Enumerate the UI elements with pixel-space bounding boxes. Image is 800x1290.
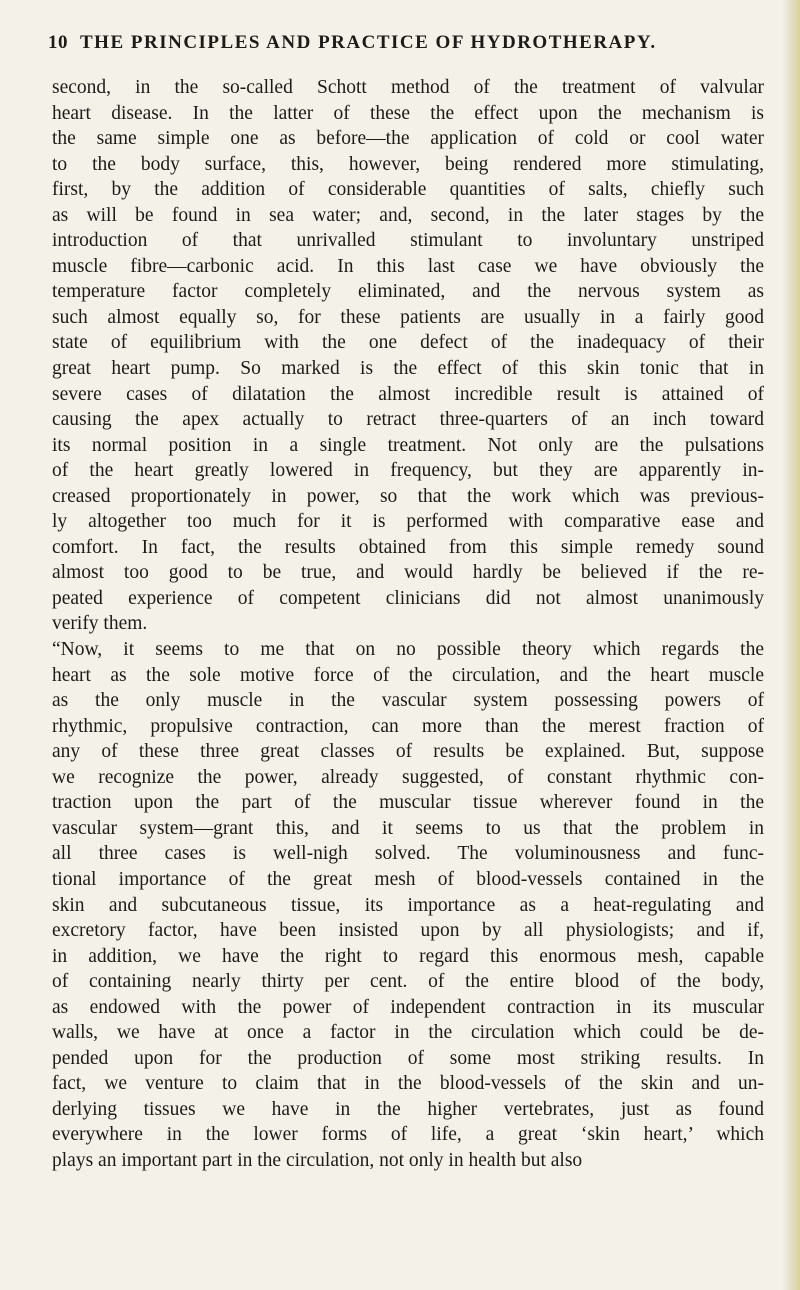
text-line: heart disease. In the latter of these the effect upon the mechanism is bbox=[52, 102, 764, 124]
text-line: great heart pump. So marked is the effect of this skin tonic that in bbox=[52, 358, 764, 380]
text-line: heart as the sole motive force of the circulation, and the heart muscle bbox=[52, 664, 764, 686]
text-line: second, in the so-called Schott method of the treatment of valvular bbox=[52, 77, 764, 98]
text-line: all three cases is well-nigh solved. The voluminousness and func- bbox=[52, 843, 764, 865]
text-line: in addition, we have the right to regard this enormous mesh, capable bbox=[52, 945, 764, 967]
page-edge-shadow bbox=[782, 0, 800, 1290]
text-line: walls, we have at once a factor in the circulation which could be de- bbox=[52, 1022, 764, 1044]
text-line: any of these three great classes of results be explained. But, suppose bbox=[52, 741, 764, 763]
text-line: such almost equally so, for these patients are usually in a fairly good bbox=[52, 306, 764, 328]
text-line: verify them. bbox=[52, 613, 148, 635]
text-line: its normal position in a single treatment. Not only are the pulsations bbox=[52, 434, 764, 456]
text-line: as will be found in sea water; and, second, in the later stages by the bbox=[52, 204, 764, 226]
text-line: first, by the addition of considerable quantities of salts, chiefly such bbox=[52, 179, 764, 201]
text-line: creased proportionately in power, so that the work which was previous- bbox=[52, 485, 764, 507]
text-line: introduction of that unrivalled stimulant to involuntary unstriped bbox=[52, 230, 764, 252]
text-line: “Now, it seems to me that on no possible theory which regards the bbox=[52, 639, 764, 661]
text-line: vascular system—grant this, and it seems to us that the problem in bbox=[52, 817, 764, 839]
text-line: traction upon the part of the muscular tissue wherever found in the bbox=[52, 792, 764, 814]
text-line: as the only muscle in the vascular system possessing powers of bbox=[52, 690, 764, 712]
body-text bbox=[52, 75, 764, 1174]
running-head bbox=[48, 32, 768, 56]
text-line: excretory factor, have been insisted upon by all physiologists; and if, bbox=[52, 920, 764, 942]
text-line: we recognize the power, already suggested, of constant rhythmic con- bbox=[52, 766, 764, 788]
text-line: everywhere in the lower forms of life, a great ‘skin heart,’ which bbox=[52, 1124, 764, 1146]
text-line: of the heart greatly lowered in frequency, but they are apparently in- bbox=[52, 460, 764, 482]
text-line: skin and subcutaneous tissue, its importance as a heat-regulating and bbox=[52, 894, 764, 916]
text-line: to the body surface, this, however, being rendered more stimulating, bbox=[52, 153, 764, 175]
text-line: muscle fibre—carbonic acid. In this last case we have obviously the bbox=[52, 255, 764, 277]
text-line: plays an important part in the circulation, not only in health but also bbox=[52, 1149, 583, 1171]
text-line: almost too good to be true, and would hardly be believed if the re- bbox=[52, 562, 764, 584]
text-line: state of equilibrium with the one defect of the inadequacy of their bbox=[52, 332, 764, 354]
text-line: tional importance of the great mesh of blood-vessels contained in the bbox=[52, 868, 764, 890]
text-line: derlying tissues we have in the higher vertebrates, just as found bbox=[52, 1098, 764, 1120]
text-line: temperature factor completely eliminated, and the nervous system as bbox=[52, 281, 764, 303]
text-line: peated experience of competent clinicians did not almost unanimously bbox=[52, 587, 764, 609]
page-number: 10 bbox=[48, 32, 68, 53]
text-line: comfort. In fact, the results obtained from this simple remedy sound bbox=[52, 536, 764, 558]
text-line: as endowed with the power of independent contraction in its muscular bbox=[52, 996, 764, 1018]
text-line: the same simple one as before—the application of cold or cool water bbox=[52, 128, 764, 150]
text-line: rhythmic, propulsive contraction, can more than the merest fraction of bbox=[52, 715, 764, 737]
text-line: of containing nearly thirty per cent. of the entire blood of the body, bbox=[52, 971, 764, 993]
running-title: THE PRINCIPLES AND PRACTICE OF HYDROTHERAPY. bbox=[80, 32, 657, 53]
text-line: pended upon for the production of some most striking results. In bbox=[52, 1047, 764, 1069]
text-line: severe cases of dilatation the almost incredible result is attained of bbox=[52, 383, 764, 405]
text-line: fact, we venture to claim that in the blood-vessels of the skin and un- bbox=[52, 1073, 764, 1095]
text-line: causing the apex actually to retract three-quarters of an inch toward bbox=[52, 409, 764, 431]
text-line: ly altogether too much for it is performed with comparative ease and bbox=[52, 511, 764, 533]
